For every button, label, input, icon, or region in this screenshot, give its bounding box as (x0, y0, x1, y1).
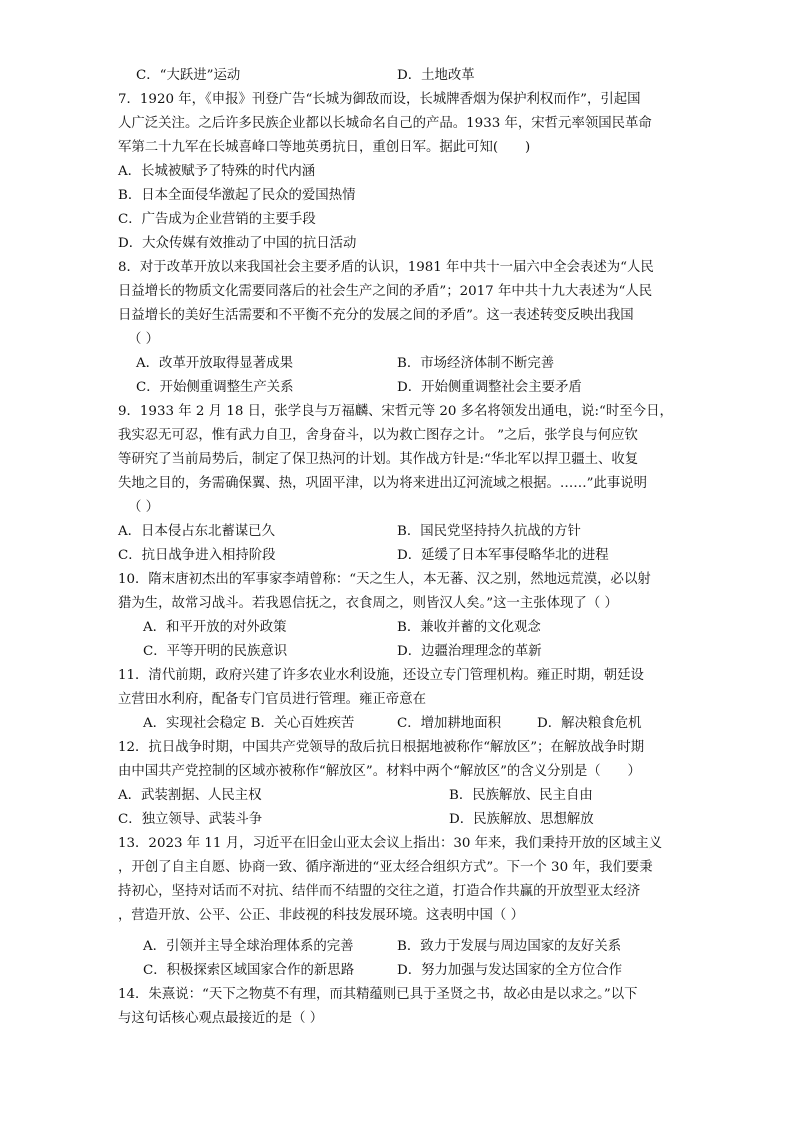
q10-option-d: D．边疆治理理念的革新 (397, 644, 542, 659)
q9-stem-line-3: 等研究了当前局势后，制定了保卫热河的计划。其作战方针是:“华北军以捍卫疆土、收复 (118, 452, 639, 467)
q7-option-b: B．日本全面侵华激起了民众的爱国热情 (118, 188, 356, 203)
q13-option-c: C．积极探索区域国家合作的新思路 (143, 963, 355, 978)
q10-stem-line-2: 猎为生，故常习战斗。若我恩信抚之，衣食周之，则皆汉人矣。”这一主张体现了（ ） (118, 596, 618, 611)
q8-option-a: A．改革开放取得显著成果 (136, 356, 293, 371)
q12-option-c: C．独立领导、武装斗争 (118, 812, 263, 827)
q12-option-b: B．民族解放、民主自由 (449, 788, 593, 803)
q7-stem-line-1: 7．1920 年，《申报》刊登广告“长城为御敌而设，长城牌香烟为保护利权而作”，引起国 (118, 92, 641, 107)
q12-option-a: A．武装割据、人民主权 (118, 788, 262, 803)
q11-stem-line-2: 立营田水利府，配备专门官员进行管理。雍正帝意在 (118, 692, 426, 707)
q8-stem-line-4: （ ） (128, 332, 160, 347)
q9-stem-line-4: 失地之目的，务需确保翼、热，巩固平津，以为将来进出辽河流域之根据。……”此事说明 (118, 476, 648, 491)
q8-stem-line-3: 日益增长的美好生活需要和不平衡不充分的发展之间的矛盾”。这一表述转变反映出我国 (118, 308, 634, 323)
q12-stem-line-1: 12．抗日战争时期，中国共产党领导的敌后抗日根据地被称作“解放区”；在解放战争时期 (118, 740, 645, 755)
q13-stem-line-1: 13．2023 年 11 月，习近平在旧金山亚太会议上指出：30 年来，我们秉持开放的区域主义 (118, 836, 663, 851)
q13-stem-line-3: 持初心，坚持对话而不对抗、结伴而不结盟的交往之道，打造合作共赢的开放型亚太经济 (118, 884, 641, 899)
q7-option-a: A．长城被赋予了特殊的时代内涵 (118, 164, 316, 179)
q7-stem-line-3: 军第二十九军在长城喜峰口等地英勇抗日，重创日军。据此可知( ) (118, 140, 531, 155)
q8-stem-line-2: 日益增长的物质文化需要同落后的社会生产之间的矛盾”；2017 年中共十九大表述为“人民 (118, 284, 653, 299)
q11-option-c: C．增加耕地面积 (397, 716, 501, 731)
q8-option-c: C．开始侧重调整生产关系 (136, 380, 294, 395)
q7-option-d: D．大众传媒有效推动了中国的抗日活动 (118, 236, 357, 251)
q8-option-d: D．开始侧重调整社会主要矛盾 (397, 380, 582, 395)
q13-option-a: A．引领并主导全球治理体系的完善 (143, 939, 354, 954)
q6-option-c: C．“大跃进”运动 (136, 68, 241, 83)
q13-option-d: D．努力加强与发达国家的全方位合作 (397, 963, 622, 978)
q7-option-c: C．广告成为企业营销的主要手段 (118, 212, 316, 227)
q9-option-c: C．抗日战争进入相持阶段 (118, 548, 276, 563)
q9-stem-line-1: 9．1933 年 2 月 18 日，张学良与万福麟、宋哲元等 20 多名将领发出通电，说:“时至今日， (118, 404, 673, 419)
q11-option-ab: A．实现社会稳定 B．关心百姓疾苦 (143, 716, 355, 731)
q13-stem-line-4: ，营造开放、公平、公正、非歧视的科技发展环境。这表明中国（ ） (118, 908, 524, 923)
q6-option-d: D．土地改革 (397, 68, 475, 83)
q10-option-b: B．兼收并蓄的文化观念 (397, 620, 541, 635)
q9-option-d: D．延缓了日本军事侵略华北的进程 (397, 548, 609, 563)
q12-stem-line-2: 由中国共产党控制的区域亦被称作“解放区”。材料中两个“解放区”的含义分别是（ ） (118, 764, 641, 779)
q9-stem-line-5: （ ） (128, 500, 160, 515)
q10-stem-line-1: 10．隋末唐初杰出的军事家李靖曾称：“天之生人，本无蕃、汉之别，然地远荒漠，必以射 (118, 572, 651, 587)
q13-option-b: B．致力于发展与周边国家的友好关系 (397, 939, 622, 954)
q8-option-b: B．市场经济体制不断完善 (397, 356, 555, 371)
q8-stem-line-1: 8．对于改革开放以来我国社会主要矛盾的认识，1981 年中共十一届六中全会表述为“人民 (118, 260, 654, 275)
q10-option-a: A．和平开放的对外政策 (143, 620, 287, 635)
q11-stem-line-1: 11．清代前期，政府兴建了许多农业水利设施，还设立专门管理机构。雍正时期，朝廷设 (118, 668, 644, 683)
q9-stem-line-2: 我实忍无可忍，惟有武力自卫，舍身奋斗，以为救亡图存之计。 ”之后，张学良与何应钦 (118, 428, 638, 443)
q13-stem-line-2: ，开创了自主自愿、协商一致、循序渐进的“亚太经合组织方式”。下一个 30 年，我们要秉 (118, 860, 653, 875)
q9-option-b: B．国民党坚持持久抗战的方针 (397, 524, 581, 539)
q14-stem-line-1: 14．朱熹说：“天下之物莫不有理，而其精蕴则已具于圣贤之书，故必由是以求之。”以下 (118, 987, 638, 1002)
q11-option-d: D．解决粮食危机 (537, 716, 642, 731)
q9-option-a: A．日本侵占东北蓄谋已久 (118, 524, 275, 539)
q10-option-c: C．平等开明的民族意识 (143, 644, 288, 659)
q12-option-d: D．民族解放、思想解放 (449, 812, 594, 827)
q14-stem-line-2: 与这句话核心观点最接近的是（ ） (118, 1011, 324, 1026)
q7-stem-line-2: 人广泛关注。之后许多民族企业都以长城命名自己的产品。1933 年，宋哲元率领国民革命 (118, 116, 652, 131)
